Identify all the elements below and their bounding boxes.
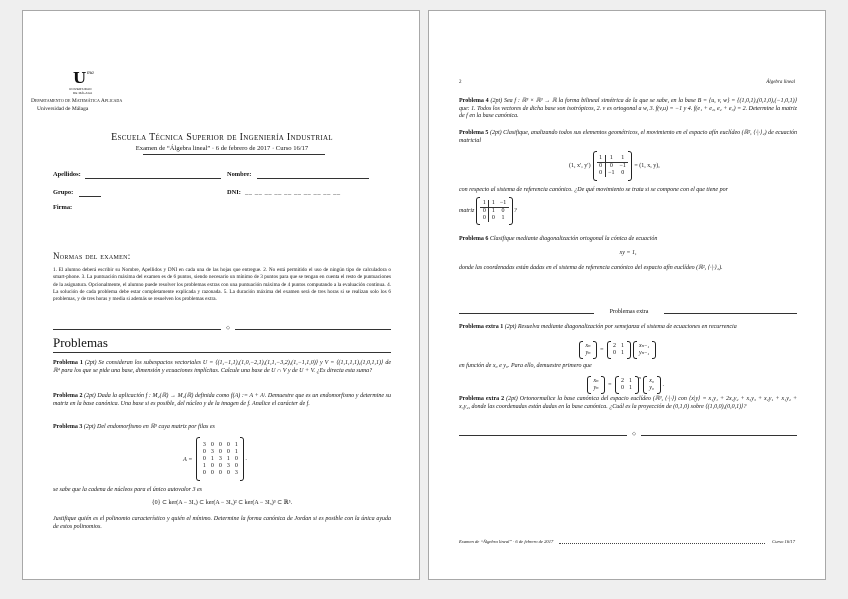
matrix-cell: 2 xyxy=(621,378,624,384)
surname-label: Apellidos: xyxy=(53,171,81,178)
matrix-cell: −1 xyxy=(619,163,626,169)
matrix-a xyxy=(200,442,240,477)
matrix-cell: 0 xyxy=(234,462,238,469)
matrix-cell: 0 xyxy=(218,462,222,469)
department-name: Departamento de Matemática Aplicada xyxy=(31,98,123,104)
problem-1 xyxy=(53,360,391,375)
rules-text: 1. El alumno deberá escribir su Nombre, Apellidos y DNI en cada una de las hojas que entregue. 2. No está permitido el uso de ningún tipo de calculadora o smart-phone. 3. La puntuación máxima del examen es de 6 puntos, siendo necesario un mínimo de 3 puntos para que se tengan en cuenta el resto de puntuaciones de la asignatura. Opcionalmente, el alumno puede resolver los problemas extras con una puntuación máxima de 4 puntos computando a la evaluación continua. 4. La solución de cada problema debe estar completamente explicada y razonada. 5. La duración máxima del examen será de tres horas si se realizan solo los 6 problemas, y de tres horas y media si además se resuelven los problemas extra. xyxy=(53,267,391,303)
matrix-cell: 1 xyxy=(629,385,632,391)
matrix-cell: 0 xyxy=(226,441,230,448)
problem-5-text-2: con respecto al sistema de referencia canónico. ¿De qué movimiento se trata si se compone con el que tiene por xyxy=(459,187,728,193)
matrix-a-label: A = xyxy=(183,455,193,463)
p5-eq-left: (1, x′, y′) xyxy=(569,163,591,169)
problem-6-equation: xy = 1, xyxy=(619,250,637,256)
extra-1-rhs-vector-2 xyxy=(647,378,657,392)
separator-right xyxy=(235,329,391,330)
separator-symbol: ◇ xyxy=(226,326,230,331)
p5-eq-right: = (1, x, y), xyxy=(634,163,660,169)
matrix-cell: 0 xyxy=(218,448,222,455)
matrix-cell: 1 xyxy=(489,200,498,208)
extra-1-lhs-vector-2 xyxy=(591,378,601,392)
exam-page-1 xyxy=(22,10,420,580)
matrix-row xyxy=(583,350,593,357)
matrix-cell: 3 xyxy=(210,448,214,455)
surname-input-line[interactable] xyxy=(85,178,221,179)
extra-1-matrix-2 xyxy=(619,378,635,392)
matrix-row xyxy=(637,343,652,350)
problem-2-text: (2pt) Dada la aplicación f : M₂(ℝ) → M₂(ℝ) definida como f(A) := A + Aᵗ. Demuestre que es un endomorfismo y determine su matriz en la base canónica. Una base si es posible, del núcleo y de la imagen de f. Analice el carácter de f. xyxy=(53,393,392,407)
matrix-cell: 0 xyxy=(202,448,206,455)
p5-question-mark: ? xyxy=(513,208,517,214)
matrix-cell: 1 xyxy=(621,350,624,356)
p5-matrix-word: matriz xyxy=(459,208,475,214)
matrix-cell: 0 xyxy=(202,455,206,462)
extra-problem-1-label: Problema extra 1 xyxy=(459,324,504,330)
matrix-cell: yₙ xyxy=(585,350,591,356)
matrix-cell: 0 xyxy=(202,469,206,476)
problem-4-label: Problema 4 xyxy=(459,98,489,104)
matrix-cell: 3 xyxy=(234,469,238,476)
extra-1-lhs-vector xyxy=(583,343,593,357)
matrix-cell: 0 xyxy=(210,469,214,476)
logo-text-2: DE MÁLAGA xyxy=(73,91,93,95)
matrix-cell: 3 xyxy=(202,441,206,448)
extra-problem-1 xyxy=(459,324,797,332)
matrix-cell: 0 xyxy=(210,462,214,469)
matrix-cell: 0 xyxy=(218,441,222,448)
page-number: 2 xyxy=(459,80,462,85)
matrix-cell: 0 xyxy=(210,441,214,448)
matrix-row xyxy=(591,385,601,392)
signature-label: Firma: xyxy=(53,204,73,211)
school-title: Escuela Técnica Superior de Ingeniería Industrial xyxy=(111,132,333,143)
matrix-row xyxy=(480,208,508,216)
problem-6 xyxy=(459,236,797,244)
matrix-row xyxy=(647,385,657,392)
logo-letter: U xyxy=(73,69,87,87)
problem-6-text-2: donde las coordenadas están dadas en el sistema de referencia canónico del espacio afín euclídeo (ℝ², ⟨·|·⟩₂). xyxy=(459,265,723,271)
matrix-row xyxy=(200,449,240,456)
matrix-cell: 0 xyxy=(482,215,486,221)
separator-symbol-2: ◇ xyxy=(632,432,636,437)
matrix-row xyxy=(597,170,629,177)
footer-right: Curso 16/17 xyxy=(772,539,795,544)
matrix-cell: 0 xyxy=(621,170,625,176)
extra-heading: Problemas extra xyxy=(609,309,649,315)
matrix-row xyxy=(591,378,601,385)
matrix-cell: 1 xyxy=(202,462,206,469)
problem-3-label: Problema 3 xyxy=(53,424,83,430)
problem-1-text: (2pt) Se consideran los subespacios vectoriales U = ⟨(1,−1,1),(1,0,−2,1),(1,1,−3,2),(1,−1,1,0)⟩ y V = ⟨(1,1,1,1),(1,0,1,1)⟩ de ℝ⁴ para los que se pide una base, dimensión y ecuaciones implícitas. Calcule una base de U ∩ V y de U + V. ¿Es directa esta suma? xyxy=(53,360,392,374)
title-underline xyxy=(143,154,325,155)
matrix-cell: y₀ xyxy=(649,385,654,391)
problem-3-matrix: A = 3 0 0 0 1 0 3 0 0 1 0 1 3 1 0 1 0 0 3 0 0 0 0 0 3 . xyxy=(183,437,247,481)
name-input-line[interactable] xyxy=(257,178,369,179)
matrix-cell: 0 xyxy=(599,170,603,176)
footer-left: Examen de “Álgebra lineal” · 6 de febrero de 2017 xyxy=(459,539,554,544)
matrix-cell: 1 xyxy=(597,155,606,163)
extra-problem-2-text: (2pt) Ortonormalice la base canónica del espacio euclídeo (ℝ³, ⟨·|·⟩) con ⟨x|y⟩ = x₁y₁ + 2x₂y₂ + x₃y₃ + x₂y₁ + x₁y₂ + x₃y₂, donde las coordenadas están dadas en la base canónica. ¿Cuál es la proyección de (0,1,0) sobre ⟨(1,0,0),(0,0,1)⟩? xyxy=(459,396,797,410)
problem-2 xyxy=(53,393,391,408)
group-input-line[interactable] xyxy=(79,196,101,197)
problem-6-text: Clasifique mediante diagonalización ortogonal la cónica de ecuación xyxy=(489,236,658,242)
problem-3-text: (2pt) Del endomorfismo en ℝ⁵ cuya matriz por filas es xyxy=(83,424,215,430)
matrix-cell: 1 xyxy=(617,155,628,163)
problem-6-label: Problema 6 xyxy=(459,236,489,242)
logo-text-1: UNIVERSIDAD xyxy=(69,87,92,91)
matrix-row xyxy=(611,343,627,350)
matrix-cell: 0 xyxy=(482,208,486,214)
matrix-cell: 1 xyxy=(226,455,230,462)
problems-heading: Problemas xyxy=(53,335,108,350)
matrix-cell: −1 xyxy=(497,200,508,208)
matrix-row xyxy=(583,343,593,350)
matrix-cell: 1 xyxy=(629,378,632,384)
extra-problem-1-text: (2pt) Resuelva mediante diagonalización por semejanza el sistema de ecuaciones en recurrencia xyxy=(504,324,737,330)
logo-tag: ma xyxy=(87,70,94,76)
exam-page-2 xyxy=(428,10,826,580)
matrix-cell: 0 xyxy=(226,448,230,455)
matrix-cell: 1 xyxy=(234,441,238,448)
matrix-row xyxy=(200,463,240,470)
matrix-cell: 0 xyxy=(621,385,624,391)
problem-3-text-3: Justifique quién es el polinomio característico y quién el mínimo. Determine la forma canónica de Jordan si es posible con la única ayuda de estos polinomios. xyxy=(53,516,391,530)
dni-label: DNI: xyxy=(227,189,241,196)
problem-5-matrix xyxy=(597,155,629,177)
matrix-cell: 0 xyxy=(234,455,238,462)
separator-left xyxy=(53,329,221,330)
problem-3 xyxy=(53,424,391,432)
extra-1-period: . xyxy=(662,382,664,388)
group-label: Grupo: xyxy=(53,189,74,196)
problem-4-text: (2pt) Sea f : ℝ³ × ℝ³ → ℝ la forma bilineal simétrica de la que se sabe, en la base B = {u, v, w} = {(1,0,1),(0,1,0),(−1,0,1)} que: 1. Todos los vectores de dicha base son isotrópicos, 2. v es ortogonal a w, 3. f(v,u) = −1 y 4. f(e₁ + e₂, e₂ + e₃) = 2. Determine la matriz de f en la base canónica. xyxy=(459,98,797,120)
extra-1-rhs-vector xyxy=(637,343,652,357)
extra-1-matrix xyxy=(611,343,627,357)
problem-3-chain: {0} ⊂ ker(A − 3I₅) ⊂ ker(A − 3I₅)² ⊂ ker(A − 3I₅)³ ⊂ ℝ⁵. xyxy=(151,500,293,506)
rules-heading: Normas del examen: xyxy=(53,251,131,261)
matrix-cell: 0 xyxy=(501,208,505,214)
problem-5-label: Problema 5 xyxy=(459,130,489,136)
matrix-cell: 0 xyxy=(605,163,617,171)
matrix-cell: 1 xyxy=(501,215,505,221)
matrix-cell: 1 xyxy=(480,200,489,208)
matrix-cell: 1 xyxy=(621,343,624,349)
problem-1-label: Problema 1 xyxy=(53,360,83,366)
matrix-row xyxy=(619,385,635,392)
extra-problem-2-label: Problema extra 2 xyxy=(459,396,505,402)
extra-1-power-eq: xₙ yₙ = 2 1 0 1 $^n$ x₀ y₀ . xyxy=(587,374,664,396)
matrix-cell: yₙ xyxy=(593,385,599,391)
extra-1-system: xₙ yₙ = 2 1 0 1 xₙ₋₁ yₙ₋₁ xyxy=(579,340,656,360)
matrix-row xyxy=(597,155,629,163)
matrix-row xyxy=(200,456,240,463)
matrix-cell: 0 xyxy=(613,350,616,356)
problems-heading-rule xyxy=(53,352,391,353)
matrix-cell: 1 xyxy=(489,208,498,216)
matrix-cell: 0 xyxy=(599,163,603,169)
matrix-cell: x₀ xyxy=(649,378,654,384)
matrix-row xyxy=(611,350,627,357)
matrix-cell: −1 xyxy=(605,170,617,177)
problem-3-text-2: se sabe que la cadena de núcleos para el único autovalor 3 es xyxy=(53,487,202,493)
dni-input-blanks[interactable]: __ __ __ __ __ __ __ __ __ __ xyxy=(245,189,341,196)
problem-5 xyxy=(459,130,797,145)
name-label: Nombre: xyxy=(227,171,252,178)
extra-rule-right xyxy=(664,313,797,314)
matrix-row xyxy=(200,470,240,477)
problem-5-text-3 xyxy=(459,196,517,226)
matrix-cell: 0 xyxy=(218,469,222,476)
separator-left-2 xyxy=(459,435,627,436)
extra-rule-left xyxy=(459,313,594,314)
matrix-row xyxy=(597,163,629,171)
matrix-cell: xₙ xyxy=(593,378,599,384)
problem-5-matrix-2 xyxy=(480,200,508,222)
matrix-cell: xₙ xyxy=(585,343,591,349)
matrix-cell: 1 xyxy=(210,455,214,462)
extra-1-power: n xyxy=(638,375,641,380)
extra-problem-2 xyxy=(459,396,797,411)
extra-1-text-2: en función de x₀ e y₀. Para ello, demuestre primero que xyxy=(459,363,592,369)
matrix-row xyxy=(200,442,240,449)
matrix-cell: 1 xyxy=(234,448,238,455)
matrix-row xyxy=(480,200,508,208)
matrix-cell: 2 xyxy=(613,343,616,349)
matrix-row xyxy=(637,350,652,357)
problem-5-text: (2pt) Clasifique, analizando todos sus elementos geométricos, el movimiento en el espacio afín euclídeo (ℝ², ⟨·|·⟩₂) de ecuación matricial xyxy=(459,130,798,144)
matrix-row xyxy=(480,215,508,222)
matrix-cell: 1 xyxy=(605,155,617,163)
matrix-cell: xₙ₋₁ xyxy=(639,343,650,349)
matrix-cell: yₙ₋₁ xyxy=(639,350,650,356)
problem-5-equation xyxy=(569,151,660,181)
running-title: Álgebra lineal xyxy=(766,80,795,85)
footer-dots xyxy=(559,543,765,544)
matrix-cell: 0 xyxy=(489,215,498,222)
matrix-row xyxy=(619,378,635,385)
exam-title: Examen de “Álgebra lineal” · 6 de febrero de 2017 · Curso 16/17 xyxy=(135,145,309,152)
problem-2-label: Problema 2 xyxy=(53,393,83,399)
matrix-cell: 0 xyxy=(226,469,230,476)
matrix-row xyxy=(647,378,657,385)
matrix-cell: 3 xyxy=(218,455,222,462)
separator-right-2 xyxy=(641,435,797,436)
matrix-cell: 3 xyxy=(226,462,230,469)
university-logo xyxy=(69,69,109,99)
problem-4 xyxy=(459,98,797,121)
university-name: Universidad de Málaga xyxy=(37,106,89,112)
